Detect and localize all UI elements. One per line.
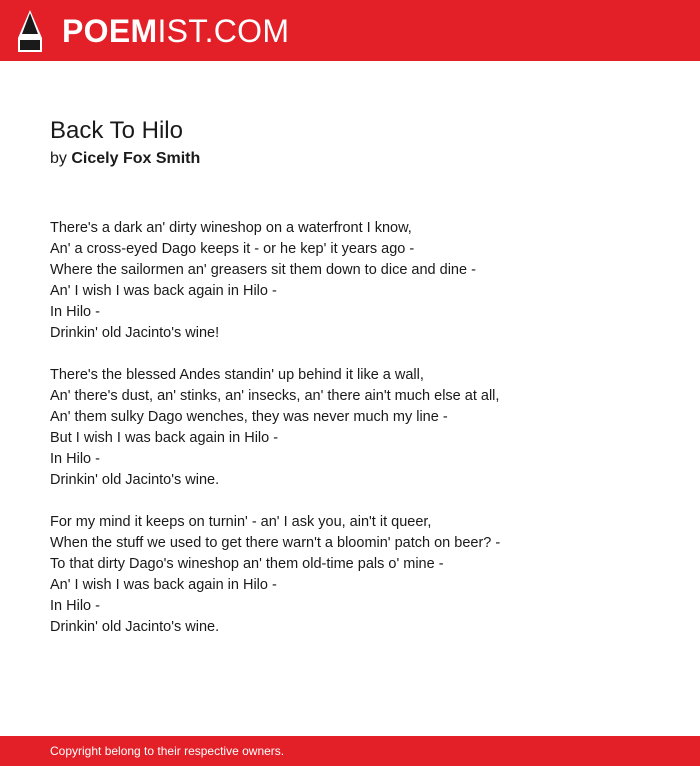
- poem-line: To that dirty Dago's wineshop an' them old-time pals o' mine -: [50, 556, 444, 572]
- poem-line: Where the sailormen an' greasers sit them down to dice and dine -: [50, 262, 476, 278]
- logo-bold-text: POEM: [62, 13, 158, 49]
- author-name: Cicely Fox Smith: [71, 150, 201, 167]
- site-logo[interactable]: [62, 12, 289, 50]
- stanza: [50, 218, 550, 344]
- poem-line: An' I wish I was back again in Hilo -: [50, 577, 277, 593]
- poem-line: There's a dark an' dirty wineshop on a waterfront I know,: [50, 220, 412, 236]
- logo-light-text: IST.COM: [157, 13, 290, 49]
- poem-line: For my mind it keeps on turnin' - an' I ask you, ain't it queer,: [50, 514, 432, 530]
- poem-line: Drinkin' old Jacinto's wine.: [50, 472, 220, 488]
- stanza: [50, 365, 550, 491]
- site-header: [0, 0, 700, 61]
- poem-line: Drinkin' old Jacinto's wine.: [50, 619, 220, 635]
- poem-byline: [50, 148, 200, 170]
- poem-line: There's the blessed Andes standin' up behind it like a wall,: [50, 367, 424, 383]
- poem-line: In Hilo -: [50, 304, 100, 320]
- poem-line: An' there's dust, an' stinks, an' insecks, an' there ain't much else at all,: [50, 388, 500, 404]
- copyright-text: Copyright belong to their respective owners.: [50, 744, 285, 758]
- poem-line: An' them sulky Dago wenches, they was never much my line -: [50, 409, 448, 425]
- poem-line: When the stuff we used to get there warn't a bloomin' patch on beer? -: [50, 535, 501, 551]
- poem-line: But I wish I was back again in Hilo -: [50, 430, 279, 446]
- poem-line: An' a cross-eyed Dago keeps it - or he kep' it years ago -: [50, 241, 415, 257]
- stanza: [50, 512, 550, 638]
- poem-line: In Hilo -: [50, 451, 100, 467]
- poem-line: An' I wish I was back again in Hilo -: [50, 283, 277, 299]
- poem-body: [50, 218, 550, 659]
- poem-title: Back To Hilo: [50, 117, 183, 144]
- pencil-icon[interactable]: [18, 10, 42, 52]
- poem-line: Drinkin' old Jacinto's wine!: [50, 325, 220, 341]
- site-footer: [0, 736, 700, 766]
- by-label: by: [50, 150, 67, 167]
- poem-line: In Hilo -: [50, 598, 100, 614]
